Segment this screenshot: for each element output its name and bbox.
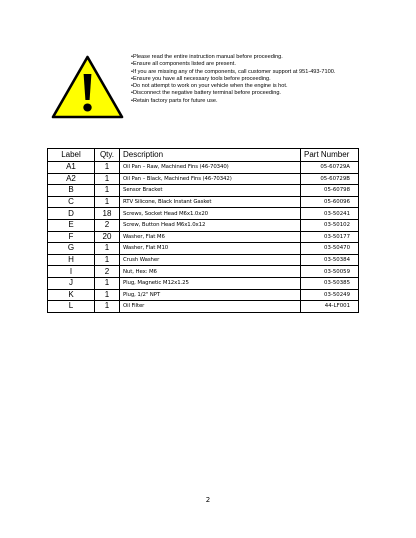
cell-description: Oil Filter	[120, 301, 301, 313]
table-row	[48, 185, 359, 197]
warning-triangle-icon	[50, 54, 125, 121]
table-row	[48, 173, 359, 185]
instruction-item: • Ensure you have all necessary tools before proceeding.	[131, 76, 411, 83]
cell-qty: 1	[95, 289, 120, 301]
header-label: Label	[48, 149, 95, 162]
cell-label: G	[48, 243, 95, 255]
cell-label: K	[48, 289, 95, 301]
table-row	[48, 231, 359, 243]
table-row	[48, 289, 359, 301]
cell-description: Plug, Magnetic M12x1.25	[120, 277, 301, 289]
cell-description: Plug, 1/2" NPT	[120, 289, 301, 301]
cell-qty: 1	[95, 162, 120, 174]
parts-table	[47, 148, 359, 313]
instruction-item: • Retain factory parts for future use.	[131, 98, 411, 105]
cell-description: Sensor Bracket	[120, 185, 301, 197]
cell-qty: 1	[95, 301, 120, 313]
cell-part-number: 05-60096	[301, 196, 359, 208]
table-row	[48, 162, 359, 174]
cell-label: E	[48, 219, 95, 231]
cell-qty: 1	[95, 254, 120, 266]
cell-label: B	[48, 185, 95, 197]
cell-qty: 1	[95, 196, 120, 208]
cell-part-number: 44-LF001	[301, 301, 359, 313]
table-row	[48, 196, 359, 208]
cell-label: L	[48, 301, 95, 313]
cell-label: J	[48, 277, 95, 289]
cell-description: Washer, Flat M6	[120, 231, 301, 243]
cell-label: F	[48, 231, 95, 243]
cell-part-number: 03-50249	[301, 289, 359, 301]
cell-part-number: 03-50241	[301, 208, 359, 220]
cell-qty: 20	[95, 231, 120, 243]
cell-qty: 1	[95, 243, 120, 255]
table-row	[48, 301, 359, 313]
cell-description: Nut, Hex: M6	[120, 266, 301, 278]
cell-part-number: 03-50385	[301, 277, 359, 289]
cell-part-number: 03-50384	[301, 254, 359, 266]
cell-qty: 1	[95, 277, 120, 289]
cell-qty: 1	[95, 185, 120, 197]
table-header-row	[48, 149, 359, 162]
table-row	[48, 254, 359, 266]
cell-part-number: 03-50102	[301, 219, 359, 231]
table-row	[48, 243, 359, 255]
cell-description: Oil Pan – Raw, Machined Fins (46-70340)	[120, 162, 301, 174]
cell-part-number: 05-60729B	[301, 173, 359, 185]
instruction-item: • Please read the entire instruction manual before proceeding.	[131, 54, 411, 61]
cell-qty: 2	[95, 219, 120, 231]
cell-label: C	[48, 196, 95, 208]
cell-qty: 1	[95, 173, 120, 185]
cell-description: Screw, Button Head M6x1.0x12	[120, 219, 301, 231]
header-qty: Qty.	[95, 149, 120, 162]
header-description: Description	[120, 149, 301, 162]
instruction-item: • If you are missing any of the components, call customer support at 951-493-7100.	[131, 69, 411, 76]
table-row	[48, 277, 359, 289]
cell-description: Screws, Socket Head M6x1.0x20	[120, 208, 301, 220]
cell-label: I	[48, 266, 95, 278]
table-row	[48, 208, 359, 220]
cell-label: A2	[48, 173, 95, 185]
cell-description: Crush Washer	[120, 254, 301, 266]
safety-instructions-list	[131, 54, 411, 105]
cell-part-number: 03-50059	[301, 266, 359, 278]
cell-qty: 2	[95, 266, 120, 278]
instruction-item: • Do not attempt to work on your vehicle when the engine is hot.	[131, 83, 411, 90]
cell-label: H	[48, 254, 95, 266]
cell-label: D	[48, 208, 95, 220]
instruction-item: • Disconnect the negative battery terminal before proceeding.	[131, 90, 411, 97]
cell-label: A1	[48, 162, 95, 174]
page-number: 2	[205, 496, 211, 504]
cell-part-number: 03-50470	[301, 243, 359, 255]
cell-description: Washer, Flat M10	[120, 243, 301, 255]
cell-description: Oil Pan – Black, Machined Fins (46-70342)	[120, 173, 301, 185]
cell-qty: 18	[95, 208, 120, 220]
parts-table-body	[48, 162, 359, 313]
cell-description: RTV Silicone, Black Instant Gasket	[120, 196, 301, 208]
header-part-number: Part Number	[301, 149, 359, 162]
table-row	[48, 266, 359, 278]
cell-part-number: 03-50177	[301, 231, 359, 243]
cell-part-number: 05-60729A	[301, 162, 359, 174]
table-row	[48, 219, 359, 231]
instruction-item: • Ensure all components listed are present.	[131, 61, 411, 68]
cell-part-number: 05-60798	[301, 185, 359, 197]
